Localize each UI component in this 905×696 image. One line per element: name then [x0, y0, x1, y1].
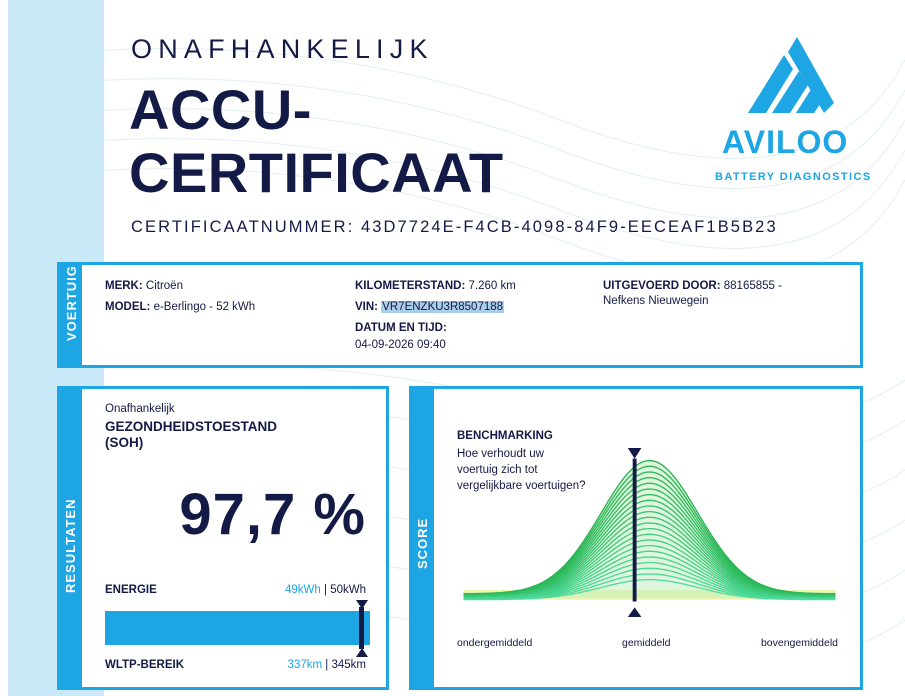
vehicle-panel: [57, 262, 863, 368]
axis-low-label: ondergemiddeld: [457, 637, 533, 649]
axis-mid-label: gemiddeld: [622, 637, 671, 649]
results-tab-label: RESULTATEN: [63, 498, 78, 593]
datetime-label: DATUM EN TIJD:: [355, 322, 447, 334]
benchmark-marker-bottom-icon: [628, 607, 642, 617]
soh-value: 97,7 %: [179, 482, 366, 547]
vin-label: VIN:: [355, 301, 378, 313]
range-separator: |: [322, 659, 332, 671]
question-line-2: voertuig zich tot: [457, 464, 538, 476]
soh-intro: Onafhankelijk: [105, 403, 175, 415]
soh-bar: [105, 611, 370, 645]
aviloo-logo-icon: [712, 35, 872, 125]
vehicle-performed-by: [603, 279, 782, 309]
results-panel: [57, 386, 389, 690]
question-line-3: vergelijkbare voertuigen?: [457, 480, 586, 492]
model-label: MODEL:: [105, 301, 151, 313]
score-panel: [409, 386, 863, 690]
page-title: [129, 78, 504, 204]
benchmark-heading: BENCHMARKING: [457, 430, 553, 442]
vehicle-vin: [355, 300, 504, 315]
vehicle-tab-label: VOERTUIG: [64, 265, 79, 341]
range-current: 337km: [287, 659, 323, 671]
benchmark-marker-top-icon: [628, 448, 642, 459]
soh-title-line-2: (SOH): [105, 435, 144, 450]
energy-separator: |: [320, 584, 331, 596]
score-tab-label: SCORE: [415, 517, 430, 569]
results-tab: [60, 389, 82, 687]
range-values: [288, 659, 366, 671]
score-tab: [412, 389, 434, 687]
performed-value-2: Nefkens Nieuwegein: [603, 295, 709, 307]
vin-value[interactable]: VR7ENZKU3R8507188: [382, 301, 504, 313]
certificate-number: CERTIFICAATNUMMER: 43D7724E-F4CB-4098-84F9-EECEAF1B5B23: [131, 218, 778, 236]
logo-wordmark: AVILOO: [722, 124, 849, 160]
mileage-value: 7.260 km: [468, 280, 516, 292]
range-nominal: 345km: [331, 659, 366, 671]
performed-label: UITGEVOERD DOOR:: [603, 280, 721, 292]
logo-subtitle: BATTERY DIAGNOSTICS: [715, 171, 872, 183]
vehicle-brand: [105, 279, 183, 294]
performed-value-1: 88165855 -: [723, 280, 782, 292]
title-line-2: CERTIFICAAT: [129, 141, 504, 204]
benchmark-question: [457, 446, 586, 494]
energy-values: [285, 584, 366, 596]
energy-label: ENERGIE: [105, 584, 157, 596]
brand-label: MERK:: [105, 280, 143, 292]
energy-current: 49kWh: [285, 584, 321, 596]
datetime-value: 04-09-2026 09:40: [355, 339, 446, 351]
soh-title-line-1: GEZONDHEIDSTOESTAND: [105, 419, 278, 434]
mileage-label: KILOMETERSTAND:: [355, 280, 466, 292]
left-white-edge: [0, 0, 8, 696]
question-line-1: Hoe verhoudt uw: [457, 448, 544, 460]
vehicle-tab: [60, 265, 82, 365]
vehicle-mileage: [355, 279, 516, 294]
axis-high-label: bovengemiddeld: [760, 637, 838, 649]
energy-nominal: 50kWh: [330, 584, 366, 596]
soh-bar-marker: [359, 607, 364, 649]
vehicle-model: [105, 300, 255, 315]
soh-title: [105, 419, 277, 451]
vehicle-datetime: [355, 321, 447, 353]
brand-value: Citroën: [145, 280, 183, 292]
range-marker-icon: [356, 648, 368, 657]
model-value: e-Berlingo - 52 kWh: [153, 301, 256, 313]
benchmark-marker-line: [633, 459, 637, 602]
title-line-1: ACCU-: [129, 78, 312, 141]
header-eyebrow: ONAFHANKELIJK: [131, 34, 434, 64]
range-label: WLTP-BEREIK: [105, 659, 185, 671]
